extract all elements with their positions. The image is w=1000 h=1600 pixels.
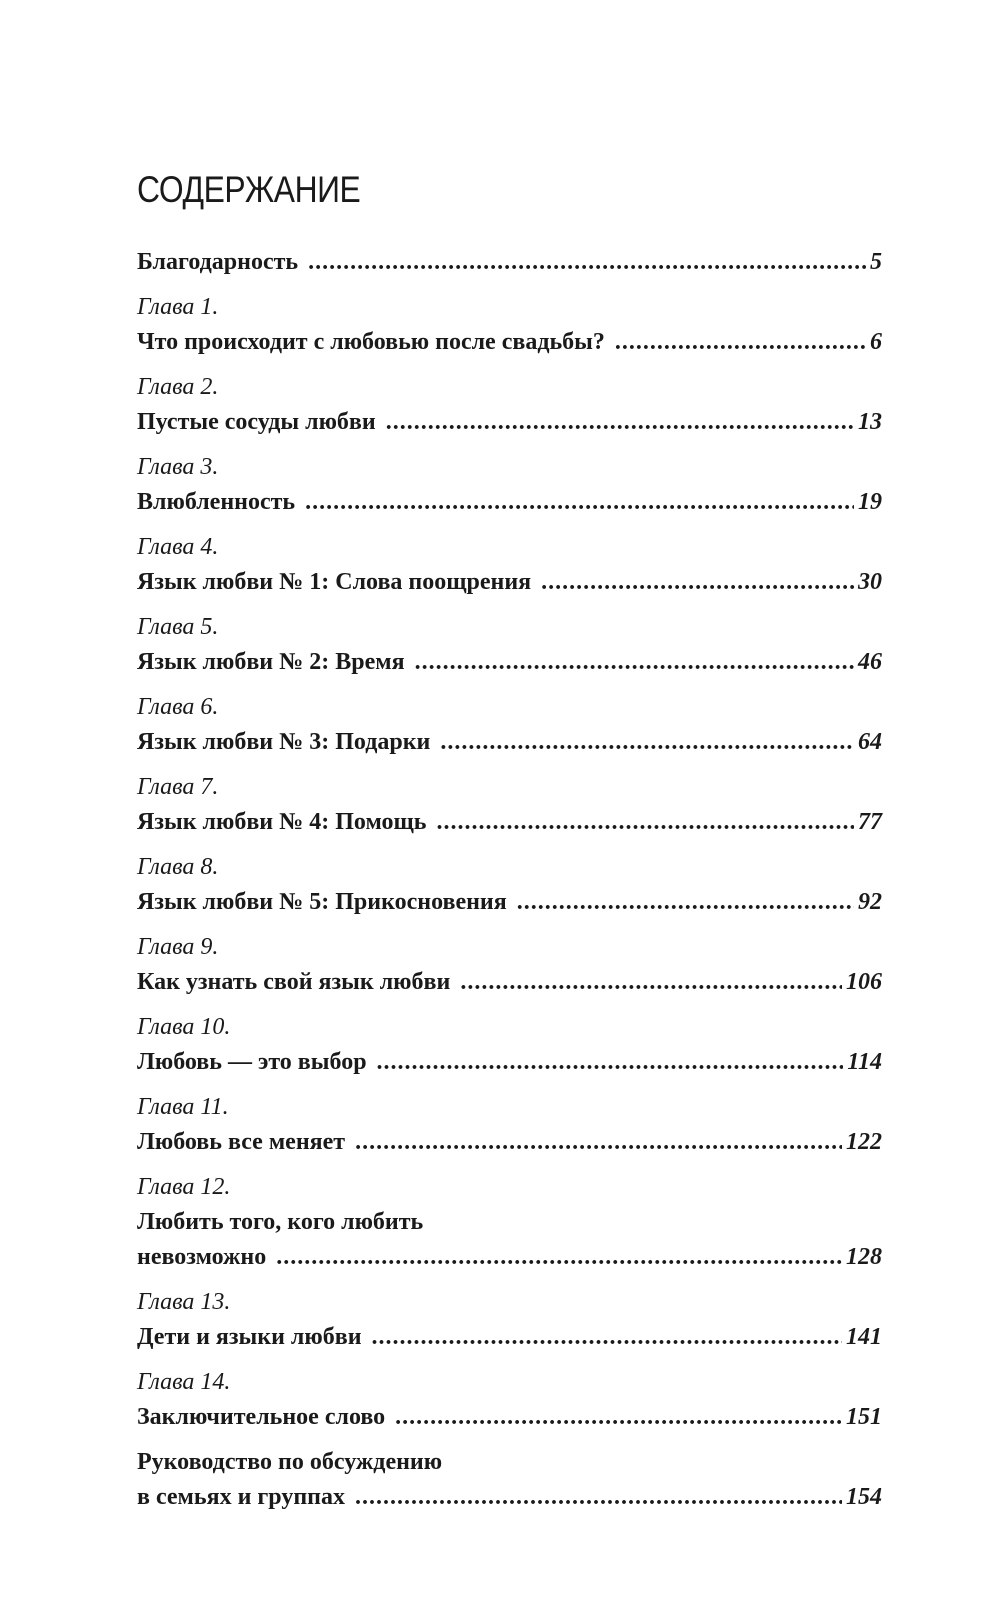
chapter-label: Глава 7.: [137, 774, 219, 800]
chapter-label: Глава 5.: [137, 614, 219, 640]
dot-leader: [386, 405, 854, 440]
entry-title: Пустые сосуды любви: [137, 409, 376, 435]
entry-title: Любовь все меняет: [137, 1129, 346, 1155]
entry-title-row: [137, 1480, 882, 1515]
chapter-label: Глава 11.: [137, 1094, 229, 1120]
entry-title-row: [137, 245, 882, 280]
entry-title: Язык любви № 4: Помощь: [137, 809, 427, 835]
toc-entry[interactable]: [137, 450, 882, 520]
entry-title-line: Руководство по обсуждению: [137, 1449, 443, 1475]
entry-title: Язык любви № 1: Слова поощрения: [137, 569, 532, 595]
page-title: СОДЕРЖАНИЕ: [137, 169, 361, 210]
entry-title: Как узнать свой язык любви: [137, 969, 451, 995]
entry-title: Язык любви № 3: Подарки: [137, 729, 431, 755]
chapter-label: Глава 14.: [137, 1369, 231, 1395]
dot-leader: [517, 885, 854, 920]
entry-title: Благодарность: [137, 249, 299, 275]
entry-title: в семьях и группах: [137, 1484, 345, 1510]
entry-title-row: [137, 725, 882, 760]
entry-title-row: [137, 805, 882, 840]
entry-title-row: [137, 1320, 882, 1355]
page-number: 106: [846, 969, 882, 995]
page-number: 141: [846, 1324, 882, 1350]
entry-title: Дети и языки любви: [137, 1324, 362, 1350]
dot-leader: [355, 1480, 842, 1515]
entry-title-row: [137, 325, 882, 360]
page-number: 5: [870, 249, 882, 275]
entry-title-line: Любить того, кого любить: [137, 1209, 424, 1235]
dot-leader: [355, 1125, 842, 1160]
dot-leader: [440, 725, 854, 760]
page-number: 151: [846, 1404, 882, 1430]
toc-entry[interactable]: [137, 530, 882, 600]
dot-leader: [276, 1240, 842, 1275]
toc-entry[interactable]: [137, 245, 882, 280]
table-of-contents: [137, 245, 882, 1525]
dot-leader: [615, 325, 866, 360]
chapter-label: Глава 12.: [137, 1174, 231, 1200]
page-number: 122: [846, 1129, 882, 1155]
page-number: 19: [858, 489, 882, 515]
toc-entry[interactable]: [137, 290, 882, 360]
entry-title: Заключительное слово: [137, 1404, 386, 1430]
toc-entry[interactable]: [137, 1010, 882, 1080]
page-number: 13: [858, 409, 882, 435]
page-number: 77: [858, 809, 882, 835]
toc-entry[interactable]: [137, 610, 882, 680]
chapter-label: Глава 6.: [137, 694, 219, 720]
entry-title-row: [137, 965, 882, 1000]
toc-entry[interactable]: [137, 850, 882, 920]
dot-leader: [395, 1400, 842, 1435]
entry-title-row: [137, 1125, 882, 1160]
toc-entry[interactable]: [137, 1170, 882, 1275]
toc-entry[interactable]: [137, 1365, 882, 1435]
page-number: 128: [846, 1244, 882, 1270]
entry-title: Любовь — это выбор: [137, 1049, 367, 1075]
toc-entry[interactable]: [137, 1285, 882, 1355]
dot-leader: [541, 565, 854, 600]
chapter-label: Глава 1.: [137, 294, 219, 320]
dot-leader: [460, 965, 842, 1000]
dot-leader: [305, 485, 854, 520]
page-number: 6: [870, 329, 882, 355]
page-number: 114: [847, 1049, 882, 1075]
entry-title-row: [137, 1240, 882, 1275]
chapter-label: Глава 13.: [137, 1289, 231, 1315]
chapter-label: Глава 10.: [137, 1014, 231, 1040]
entry-title-row: [137, 565, 882, 600]
entry-title: Язык любви № 5: Прикосновения: [137, 889, 507, 915]
page-number: 30: [858, 569, 882, 595]
entry-title-row: [137, 485, 882, 520]
page-number: 46: [858, 649, 882, 675]
entry-title-row: [137, 885, 882, 920]
entry-title-row: [137, 1400, 882, 1435]
chapter-label: Глава 3.: [137, 454, 219, 480]
entry-title-row: [137, 1045, 882, 1080]
entry-title: Язык любви № 2: Время: [137, 649, 405, 675]
toc-entry[interactable]: [137, 1090, 882, 1160]
dot-leader: [308, 245, 866, 280]
dot-leader: [436, 805, 854, 840]
entry-title: Влюбленность: [137, 489, 296, 515]
entry-title: Что происходит с любовью после свадьбы?: [137, 329, 605, 355]
page-number: 92: [858, 889, 882, 915]
toc-entry[interactable]: [137, 370, 882, 440]
chapter-label: Глава 4.: [137, 534, 219, 560]
chapter-label: Глава 8.: [137, 854, 219, 880]
toc-entry[interactable]: [137, 930, 882, 1000]
entry-title: невозможно: [137, 1244, 267, 1270]
page-number: 64: [858, 729, 882, 755]
entry-title-row: [137, 405, 882, 440]
entry-title-row: [137, 645, 882, 680]
dot-leader: [415, 645, 854, 680]
chapter-label: Глава 2.: [137, 374, 219, 400]
page-number: 154: [846, 1484, 882, 1510]
toc-entry[interactable]: [137, 770, 882, 840]
chapter-label: Глава 9.: [137, 934, 219, 960]
dot-leader: [372, 1320, 842, 1355]
toc-entry[interactable]: [137, 690, 882, 760]
dot-leader: [377, 1045, 844, 1080]
toc-entry[interactable]: [137, 1445, 882, 1515]
